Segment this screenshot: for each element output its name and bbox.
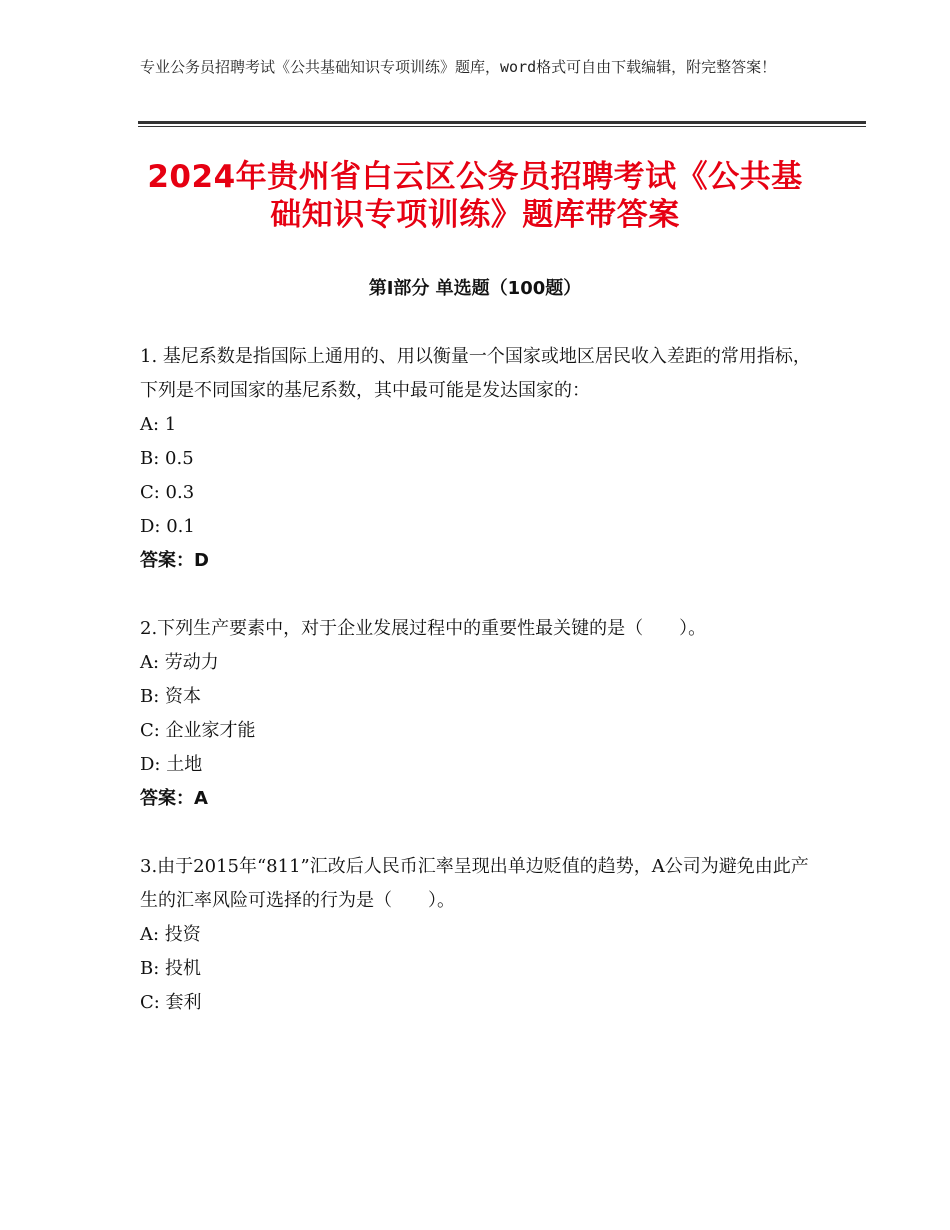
option-c: C: 0.3 xyxy=(140,482,195,503)
option-b: B: 投机 xyxy=(140,958,202,979)
answer-label: 答案：A xyxy=(140,788,208,809)
document-title: 2024年贵州省白云区公务员招聘考试《公共基础知识专项训练》题库带答案 xyxy=(147,159,803,233)
option-d: D: 0.1 xyxy=(140,516,195,537)
question-stem: 2.下列生产要素中，对于企业发展过程中的重要性最关键的是（ ）。 xyxy=(140,618,707,639)
section-title: 第Ⅰ部分 单选题（100题） xyxy=(368,278,582,299)
header-rule-thin xyxy=(138,126,866,127)
option-d: D: 土地 xyxy=(140,754,203,775)
option-a: A: 劳动力 xyxy=(140,652,219,673)
option-a: A: 投资 xyxy=(140,924,201,945)
header-rule-thick xyxy=(138,121,866,124)
option-c: C: 企业家才能 xyxy=(140,720,256,741)
question-1 xyxy=(140,340,812,578)
question-list xyxy=(140,340,812,1054)
question-3 xyxy=(140,850,812,1020)
question-stem: 1. 基尼系数是指国际上通用的、用以衡量一个国家或地区居民收入差距的常用指标，下列是不同国家的基尼系数，其中最可能是发达国家的： xyxy=(140,346,811,401)
option-b: B: 0.5 xyxy=(140,448,194,469)
question-stem: 3.由于2015年“811”汇改后人民币汇率呈现出单边贬值的趋势，A公司为避免由此产生的汇率风险可选择的行为是（ ）。 xyxy=(140,856,809,911)
question-2 xyxy=(140,612,812,816)
header-note: 专业公务员招聘考试《公共基础知识专项训练》题库，word格式可自由下载编辑，附完整答案！ xyxy=(140,58,777,76)
option-b: B: 资本 xyxy=(140,686,202,707)
answer-label: 答案：D xyxy=(140,550,209,571)
option-c: C: 套利 xyxy=(140,992,202,1013)
option-a: A: 1 xyxy=(140,414,177,435)
